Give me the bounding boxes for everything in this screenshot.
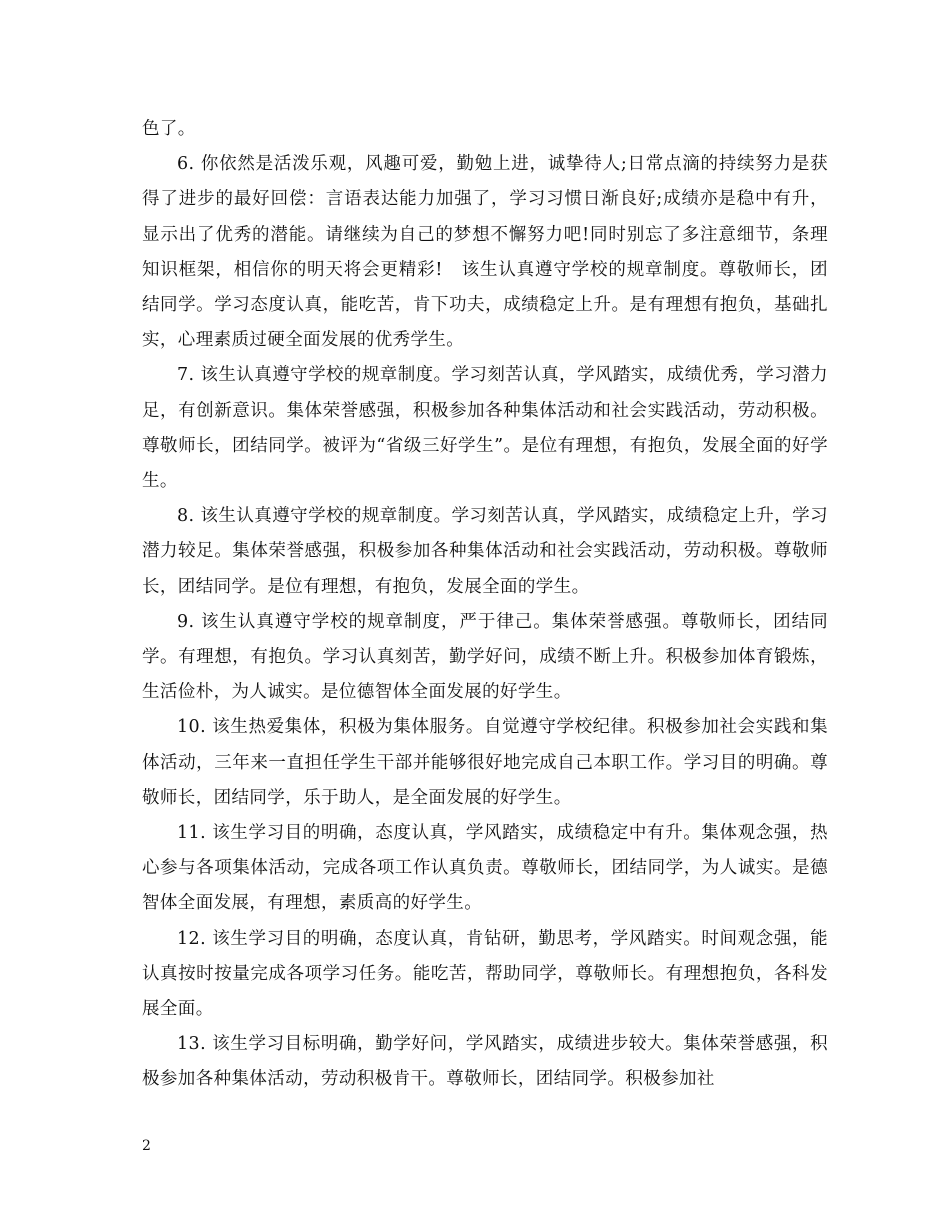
paragraph-item-9: 9. 该生认真遵守学校的规章制度，严于律己。集体荣誉感强。尊敬师长，团结同学。有理想，有抱负。学习认真刻苦，勤学好问，成绩不断上升。积极参加体育锻炼，生活俭朴，为人诚实。是位德智体全面发展的好学生。 xyxy=(142,611,828,703)
paragraph-item-11: 11. 该生学习目的明确，态度认真，学风踏实，成绩稳定中有升。集体观念强，热心参与各项集体活动，完成各项工作认真负责。尊敬师长，团结同学，为人诚实。是德智体全面发展，有理想，素质高的好学生。 xyxy=(142,823,828,914)
paragraph-item-13: 13. 该生学习目标明确，勤学好问，学风踏实，成绩进步较大。集体荣誉感强，积极参加各种集体活动，劳动积极肯干。尊敬师长，团结同学。积极参加社 xyxy=(142,1034,828,1090)
page-number: 2 xyxy=(142,1138,151,1154)
paragraph-item-8: 8. 该生认真遵守学校的规章制度。学习刻苦认真，学风踏实，成绩稳定上升，学习潜力较足。集体荣誉感强，积极参加各种集体活动和社会实践活动，劳动积极。尊敬师长，团结同学。是位有理想，有抱负，发展全面的学生。 xyxy=(142,506,828,597)
paragraph-item-12: 12. 该生学习目的明确，态度认真，肯钻研，勤思考，学风踏实。时间观念强，能认真按时按量完成各项学习任务。能吃苦，帮助同学，尊敬师长。有理想抱负，各科发展全面。 xyxy=(142,928,828,1020)
paragraph-continuation: 色了。 xyxy=(142,119,196,139)
document-body xyxy=(142,112,828,1098)
paragraph-item-6: 6. 你依然是活泼乐观，风趣可爱，勤勉上进，诚挚待人;日常点滴的持续努力是获得了进步的最好回偿：言语表达能力加强了，学习习惯日渐良好;成绩亦是稳中有升，显示出了优秀的潜能。请继续为自己的梦想不懈努力吧!同时别忘了多注意细节，条理知识框架，相信你的明天将会更精彩! 该生认真遵守学校的规章制度。尊敬师长，团结同学。学习态度认真，能吃苦，肯下功夫，成绩稳定上升。是有理想有抱负，基础扎实，心理素质过硬全面发展的优秀学生。 xyxy=(142,154,828,351)
paragraph-item-10: 10. 该生热爱集体，积极为集体服务。自觉遵守学校纪律。积极参加社会实践和集体活动，三年来一直担任学生干部并能够很好地完成自己本职工作。学习目的明确。尊敬师长，团结同学，乐于助人，是全面发展的好学生。 xyxy=(142,717,828,808)
paragraph-item-7: 7. 该生认真遵守学校的规章制度。学习刻苦认真，学风踏实，成绩优秀，学习潜力足，有创新意识。集体荣誉感强，积极参加各种集体活动和社会实践活动，劳动积极。尊敬师长，团结同学。被评为“省级三好学生”。是位有理想，有抱负，发展全面的好学生。 xyxy=(142,365,828,492)
